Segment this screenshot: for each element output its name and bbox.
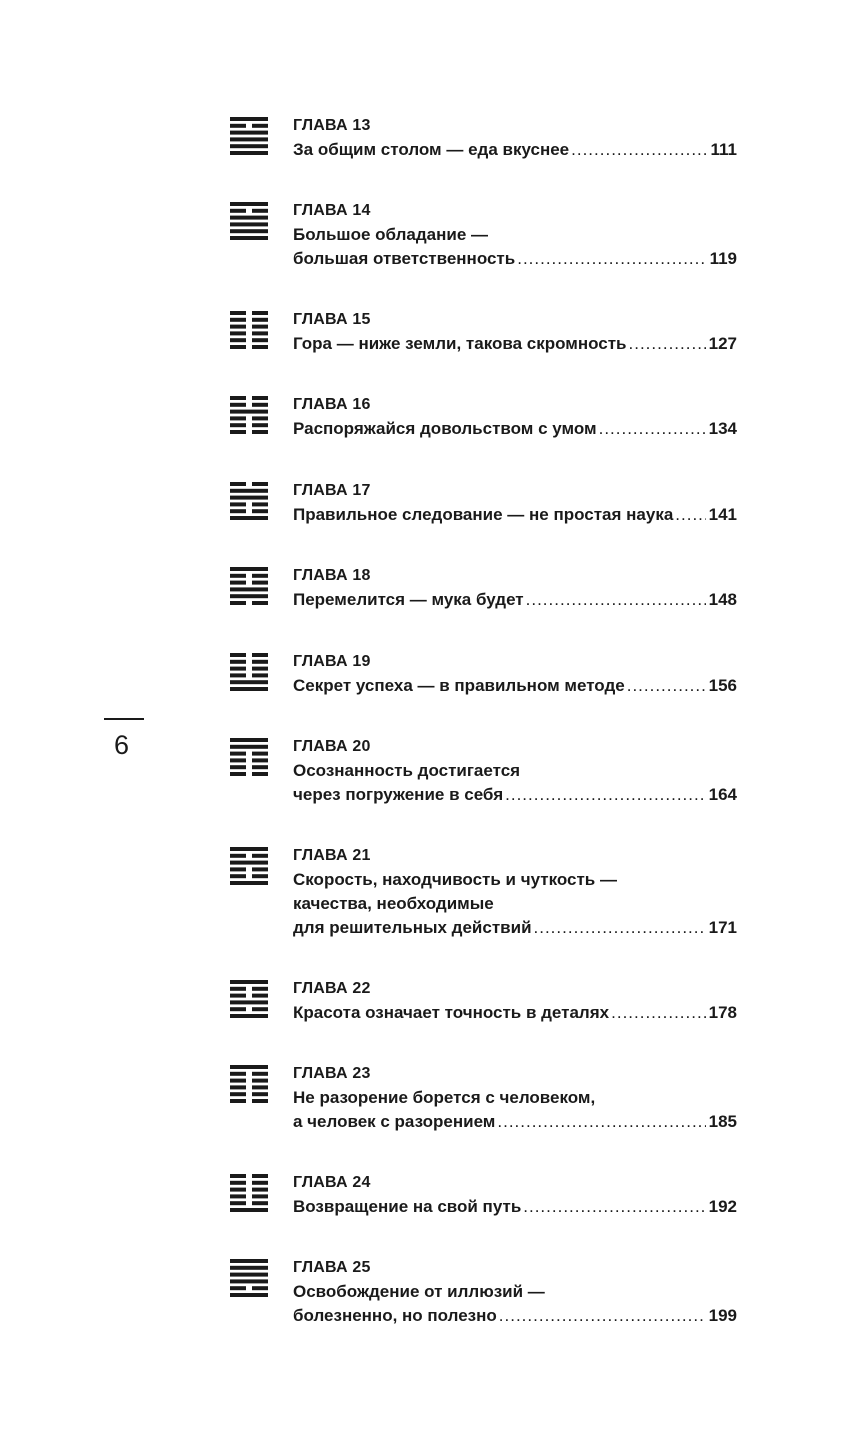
hexagram-solid-line <box>230 847 268 851</box>
hexagram-broken-line <box>252 345 268 349</box>
chapter-label: ГЛАВА 21 <box>293 847 371 864</box>
entry-text <box>293 114 737 162</box>
page-reference: 164 <box>708 785 737 804</box>
hexagram-icon <box>230 980 268 1018</box>
hexagram-broken-line <box>252 1085 268 1089</box>
chapter-title: Секрет успеха — в правильном методе <box>293 676 625 695</box>
hexagram-icon <box>230 567 268 605</box>
hexagram-broken-line <box>230 338 246 342</box>
hexagram-solid-line <box>230 567 268 571</box>
dot-leader <box>534 916 706 940</box>
chapter-title: качества, необходимые <box>293 894 494 913</box>
entry-text <box>293 844 737 940</box>
hexagram-broken-line <box>230 318 246 322</box>
page-number-rule <box>104 718 144 720</box>
hexagram-icon <box>230 396 268 434</box>
chapter-title-line <box>293 138 737 162</box>
page-number: 6 <box>114 730 130 760</box>
hexagram-broken-line <box>252 1072 268 1076</box>
hexagram-icon <box>230 847 268 885</box>
hexagram-broken-line <box>252 581 268 585</box>
hexagram-broken-line <box>230 416 246 420</box>
chapter-label: ГЛАВА 22 <box>293 980 371 997</box>
hexagram-solid-line <box>230 1293 268 1297</box>
dot-leader <box>629 332 706 356</box>
hexagram-broken-line <box>230 124 246 128</box>
chapter-title-line <box>293 783 737 807</box>
hexagram-broken-line <box>230 653 246 657</box>
hexagram-broken-line <box>252 667 268 671</box>
hexagram-solid-line <box>230 144 268 148</box>
dot-leader <box>505 783 705 807</box>
chapter-title-line <box>293 588 737 612</box>
chapter-title-line <box>293 916 737 940</box>
chapter-title-line <box>293 1086 737 1110</box>
hexagram-broken-line <box>252 653 268 657</box>
hexagram-solid-line <box>230 861 268 865</box>
hexagram-broken-line <box>230 1174 246 1178</box>
chapter-title: Скорость, находчивость и чуткость — <box>293 870 617 889</box>
hexagram-solid-line <box>230 1259 268 1263</box>
chapter-title: За общим столом — еда вкуснее <box>293 140 570 159</box>
chapter-title-line <box>293 503 737 527</box>
dot-leader <box>611 1001 706 1025</box>
page-reference: 148 <box>708 590 737 609</box>
chapter-title-line <box>293 1195 737 1219</box>
hexagram-solid-line <box>230 587 268 591</box>
hexagram-broken-line <box>252 1092 268 1096</box>
hexagram-broken-line <box>230 1085 246 1089</box>
entry-text <box>293 1062 737 1134</box>
hexagram-broken-line <box>230 325 246 329</box>
hexagram-broken-line <box>252 574 268 578</box>
chapter-title: большая ответственность <box>293 249 516 268</box>
hexagram-solid-line <box>230 117 268 121</box>
hexagram-broken-line <box>252 874 268 878</box>
dot-leader <box>599 417 706 441</box>
hexagram-icon <box>230 482 268 520</box>
hexagram-broken-line <box>252 403 268 407</box>
chapter-title: а человек с разорением <box>293 1112 496 1131</box>
chapter-title-line <box>293 1280 737 1304</box>
hexagram-broken-line <box>252 416 268 420</box>
hexagram-broken-line <box>230 758 246 762</box>
chapter-title-line <box>293 417 737 441</box>
chapter-title: через погружение в себя <box>293 785 504 804</box>
hexagram-broken-line <box>252 423 268 427</box>
hexagram-icon <box>230 1065 268 1103</box>
chapter-title: для решительных действий <box>293 918 532 937</box>
dot-leader <box>526 588 706 612</box>
hexagram-broken-line <box>230 1201 246 1205</box>
entry-text <box>293 479 737 527</box>
hexagram-broken-line <box>252 867 268 871</box>
hexagram-broken-line <box>230 1099 246 1103</box>
hexagram-broken-line <box>230 1181 246 1185</box>
chapter-label: ГЛАВА 15 <box>293 311 371 328</box>
hexagram-icon <box>230 202 268 240</box>
page-reference: 127 <box>708 334 737 353</box>
hexagram-solid-line <box>230 489 268 493</box>
chapter-label: ГЛАВА 20 <box>293 738 371 755</box>
page-reference: 156 <box>708 676 737 695</box>
hexagram-solid-line <box>230 151 268 155</box>
hexagram-broken-line <box>230 660 246 664</box>
chapter-label: ГЛАВА 25 <box>293 1259 371 1276</box>
entry-text <box>293 564 737 612</box>
hexagram-broken-line <box>230 867 246 871</box>
page-reference: 199 <box>708 1306 737 1325</box>
chapter-title-line <box>293 868 737 892</box>
chapter-title-line <box>293 674 737 698</box>
chapter-title: Не разорение борется с человеком, <box>293 1088 596 1107</box>
entry-text <box>293 308 737 356</box>
hexagram-icon <box>230 311 268 349</box>
hexagram-broken-line <box>230 423 246 427</box>
hexagram-icon <box>230 653 268 691</box>
page-reference: 178 <box>708 1003 737 1022</box>
hexagram-solid-line <box>230 1279 268 1283</box>
hexagram-broken-line <box>252 338 268 342</box>
hexagram-solid-line <box>230 202 268 206</box>
hexagram-broken-line <box>252 124 268 128</box>
hexagram-solid-line <box>230 738 268 742</box>
chapter-title-line <box>293 1001 737 1025</box>
dot-leader <box>627 674 706 698</box>
chapter-title-line <box>293 1110 737 1134</box>
hexagram-broken-line <box>252 772 268 776</box>
hexagram-broken-line <box>230 874 246 878</box>
page-reference: 171 <box>708 918 737 937</box>
chapter-label: ГЛАВА 18 <box>293 567 371 584</box>
chapter-label: ГЛАВА 17 <box>293 482 371 499</box>
chapter-label: ГЛАВА 24 <box>293 1174 371 1191</box>
hexagram-solid-line <box>230 687 268 691</box>
hexagram-broken-line <box>252 601 268 605</box>
hexagram-solid-line <box>230 1266 268 1270</box>
chapter-title: Перемелится — мука будет <box>293 590 524 609</box>
hexagram-broken-line <box>230 502 246 506</box>
hexagram-broken-line <box>230 673 246 677</box>
hexagram-broken-line <box>252 1174 268 1178</box>
hexagram-solid-line <box>230 137 268 141</box>
hexagram-broken-line <box>230 509 246 513</box>
page-reference: 119 <box>709 249 737 268</box>
dot-leader <box>675 503 705 527</box>
chapter-title: Гора — ниже земли, такова скромность <box>293 334 627 353</box>
hexagram-broken-line <box>252 1181 268 1185</box>
hexagram-broken-line <box>230 667 246 671</box>
hexagram-broken-line <box>230 403 246 407</box>
hexagram-broken-line <box>252 325 268 329</box>
hexagram-broken-line <box>230 1072 246 1076</box>
hexagram-broken-line <box>230 1079 246 1083</box>
hexagram-solid-line <box>230 131 268 135</box>
hexagram-broken-line <box>252 482 268 486</box>
hexagram-broken-line <box>252 994 268 998</box>
hexagram-broken-line <box>252 758 268 762</box>
hexagram-solid-line <box>230 745 268 749</box>
dot-leader <box>499 1304 706 1328</box>
hexagram-solid-line <box>230 980 268 984</box>
hexagram-broken-line <box>252 1286 268 1290</box>
dot-leader <box>517 247 706 271</box>
chapter-label: ГЛАВА 23 <box>293 1065 371 1082</box>
hexagram-broken-line <box>230 772 246 776</box>
entry-text <box>293 1256 737 1328</box>
hexagram-broken-line <box>230 581 246 585</box>
chapter-title-line <box>293 223 737 247</box>
hexagram-solid-line <box>230 216 268 220</box>
entry-text <box>293 1171 737 1219</box>
hexagram-icon <box>230 1174 268 1212</box>
chapter-label: ГЛАВА 19 <box>293 653 371 670</box>
page-reference: 134 <box>708 419 737 438</box>
hexagram-broken-line <box>230 1286 246 1290</box>
hexagram-solid-line <box>230 1000 268 1004</box>
page-reference: 141 <box>708 505 737 524</box>
dot-leader <box>497 1110 705 1134</box>
hexagram-broken-line <box>230 854 246 858</box>
hexagram-broken-line <box>252 1099 268 1103</box>
chapter-title: Красота означает точность в деталях <box>293 1003 610 1022</box>
hexagram-broken-line <box>252 311 268 315</box>
hexagram-solid-line <box>230 229 268 233</box>
entry-text <box>293 650 737 698</box>
dot-leader <box>523 1195 705 1219</box>
hexagram-broken-line <box>252 331 268 335</box>
hexagram-broken-line <box>230 752 246 756</box>
hexagram-broken-line <box>230 430 246 434</box>
page-reference: 111 <box>710 140 737 159</box>
hexagram-solid-line <box>230 680 268 684</box>
hexagram-solid-line <box>230 1065 268 1069</box>
hexagram-broken-line <box>230 311 246 315</box>
chapter-title-line <box>293 247 737 271</box>
hexagram-icon <box>230 738 268 776</box>
hexagram-broken-line <box>230 396 246 400</box>
chapter-title: Освобождение от иллюзий — <box>293 1282 545 1301</box>
entry-text <box>293 393 737 441</box>
chapter-title: болезненно, но полезно <box>293 1306 497 1325</box>
hexagram-broken-line <box>230 574 246 578</box>
hexagram-broken-line <box>230 1194 246 1198</box>
hexagram-broken-line <box>252 673 268 677</box>
hexagram-broken-line <box>252 430 268 434</box>
hexagram-broken-line <box>230 765 246 769</box>
hexagram-broken-line <box>252 752 268 756</box>
hexagram-broken-line <box>252 396 268 400</box>
hexagram-broken-line <box>230 331 246 335</box>
hexagram-broken-line <box>230 1188 246 1192</box>
hexagram-solid-line <box>230 410 268 414</box>
chapter-title: Распоряжайся довольством с умом <box>293 419 597 438</box>
chapter-title-line <box>293 892 737 916</box>
hexagram-broken-line <box>252 987 268 991</box>
chapter-title: Правильное следование — не простая наука <box>293 505 674 524</box>
hexagram-broken-line <box>252 1079 268 1083</box>
entry-text <box>293 977 737 1025</box>
hexagram-broken-line <box>230 482 246 486</box>
hexagram-solid-line <box>230 594 268 598</box>
chapter-label: ГЛАВА 14 <box>293 202 371 219</box>
hexagram-solid-line <box>230 222 268 226</box>
hexagram-broken-line <box>230 345 246 349</box>
chapter-title-line <box>293 1304 737 1328</box>
chapter-title-line <box>293 332 737 356</box>
hexagram-solid-line <box>230 881 268 885</box>
hexagram-solid-line <box>230 1273 268 1277</box>
chapter-title: Осознанность достигается <box>293 761 521 780</box>
hexagram-solid-line <box>230 1208 268 1212</box>
hexagram-broken-line <box>230 1007 246 1011</box>
hexagram-solid-line <box>230 1014 268 1018</box>
hexagram-icon <box>230 1259 268 1297</box>
hexagram-broken-line <box>252 1201 268 1205</box>
chapter-label: ГЛАВА 13 <box>293 117 371 134</box>
hexagram-broken-line <box>252 209 268 213</box>
chapter-title: Возвращение на свой путь <box>293 1197 522 1216</box>
hexagram-broken-line <box>252 765 268 769</box>
hexagram-broken-line <box>230 601 246 605</box>
entry-text <box>293 735 737 807</box>
page-reference: 192 <box>708 1197 737 1216</box>
chapter-title-line <box>293 759 737 783</box>
page-reference: 185 <box>708 1112 737 1131</box>
dot-leader <box>571 138 707 162</box>
hexagram-solid-line <box>230 236 268 240</box>
hexagram-broken-line <box>252 854 268 858</box>
hexagram-solid-line <box>230 516 268 520</box>
hexagram-broken-line <box>230 987 246 991</box>
chapter-label: ГЛАВА 16 <box>293 396 371 413</box>
hexagram-broken-line <box>230 1092 246 1096</box>
hexagram-solid-line <box>230 496 268 500</box>
chapter-title: Большое обладание — <box>293 225 489 244</box>
hexagram-broken-line <box>230 994 246 998</box>
hexagram-broken-line <box>230 209 246 213</box>
hexagram-broken-line <box>252 1188 268 1192</box>
hexagram-icon <box>230 117 268 155</box>
entry-text <box>293 199 737 271</box>
hexagram-broken-line <box>252 1007 268 1011</box>
hexagram-broken-line <box>252 660 268 664</box>
hexagram-broken-line <box>252 1194 268 1198</box>
hexagram-broken-line <box>252 509 268 513</box>
hexagram-broken-line <box>252 502 268 506</box>
hexagram-broken-line <box>252 318 268 322</box>
